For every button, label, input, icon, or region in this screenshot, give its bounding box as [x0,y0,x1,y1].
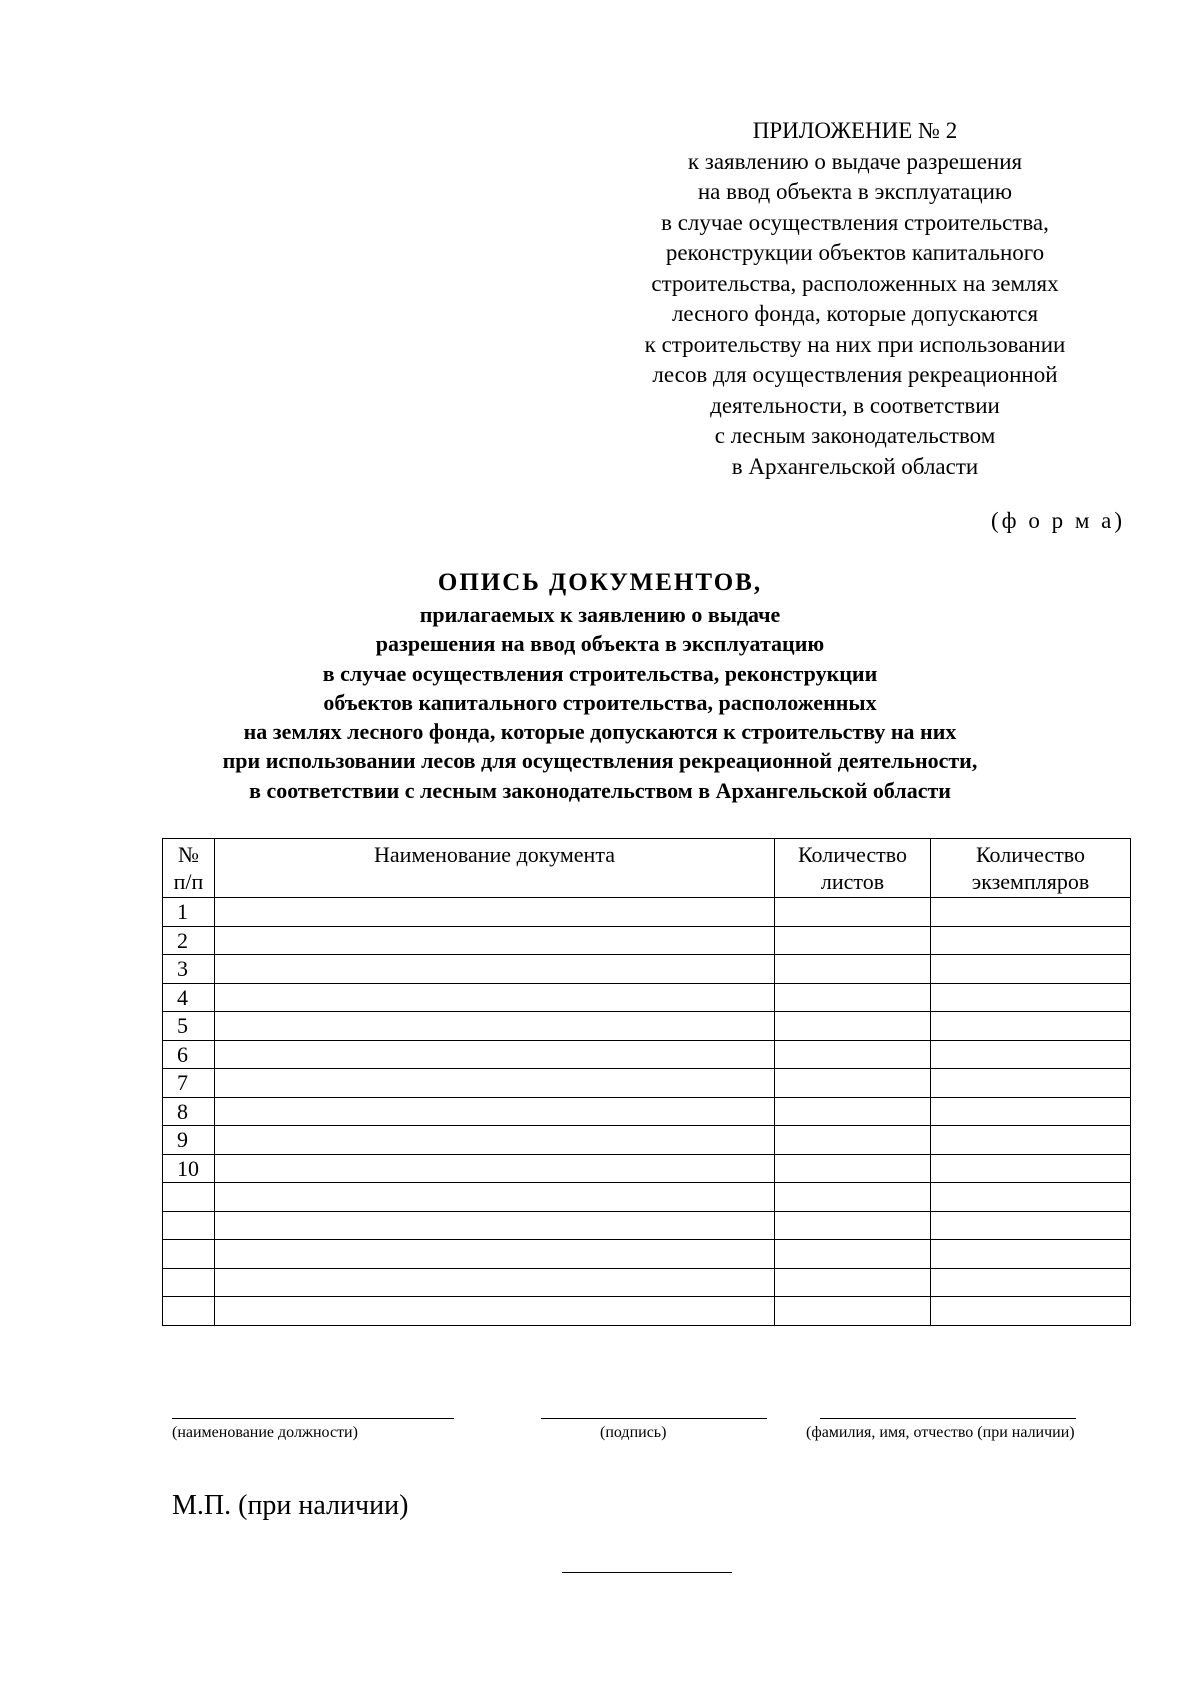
appendix-line: строительства, расположенных на землях [651,270,1059,296]
document-name-cell [215,1211,775,1240]
name-signature-line [820,1418,1076,1419]
appendix-line: в Архангельской области [731,453,979,479]
row-number-cell: 10 [163,1154,215,1183]
appendix-line: на ввод объекта в эксплуатацию [697,179,1013,204]
header-sheet-count: Количество листов [775,839,931,898]
document-name-cell [215,983,775,1012]
signature-line [541,1418,767,1419]
appendix-line: лесного фонда, которые допускаются [671,301,1039,326]
copy-count-cell [931,1297,1131,1326]
document-name-cell [215,926,775,955]
table-row [163,1240,1131,1269]
sheet-count-cell [775,1126,931,1155]
table-row [163,1183,1131,1212]
document-name-cell [215,1012,775,1041]
document-title [0,566,1200,805]
title-line: при использовании лесов для осуществления рекреационной деятельности, [222,748,978,774]
document-name-cell [215,955,775,984]
title-line: прилагаемых к заявлению о выдаче [419,602,781,627]
appendix-line: к заявлению о выдаче разрешения [687,148,1023,174]
copy-count-cell [931,1069,1131,1098]
copy-count-cell [931,1012,1131,1041]
row-number-cell: 6 [163,1040,215,1069]
row-number-cell [163,1297,215,1326]
sheet-count-cell [775,983,931,1012]
table-row [163,983,1131,1012]
document-name-cell [215,1297,775,1326]
title-line: разрешения на ввод объекта в эксплуатацию [375,631,825,657]
sheet-count-cell [775,1268,931,1297]
row-number-cell: 9 [163,1126,215,1155]
sheet-count-cell [775,1097,931,1126]
document-name-cell [215,1126,775,1155]
sheet-count-cell [775,1154,931,1183]
form-label: (ф о р м а) [991,508,1125,533]
table-row [163,1211,1131,1240]
sheet-count-cell [775,1069,931,1098]
copy-count-cell [931,898,1131,927]
copy-count-cell [931,1183,1131,1212]
appendix-line: в случае осуществления строительства, [661,209,1049,235]
row-number-cell [163,1240,215,1269]
table-row [163,898,1131,927]
sheet-count-cell [775,1012,931,1041]
header-document-name: Наименование документа [215,839,775,898]
row-number-cell [163,1211,215,1240]
title-main: ОПИСЬ ДОКУМЕНТОВ, [437,569,763,596]
document-name-cell [215,1268,775,1297]
row-number-cell: 7 [163,1069,215,1098]
copy-count-cell [931,983,1131,1012]
appendix-header [620,116,1090,482]
appendix-line: реконструкции объектов капитального [665,240,1045,265]
table-row [163,1097,1131,1126]
table-row [163,1126,1131,1155]
document-name-cell [215,1154,775,1183]
end-divider [562,1572,732,1573]
signature-label: (подпись) [600,1424,667,1441]
table-row [163,1297,1131,1326]
title-line: в соответствии с лесным законодательством в Архангельской области [249,777,951,803]
table-header-row [163,839,1131,898]
copy-count-cell [931,1154,1131,1183]
sheet-count-cell [775,1211,931,1240]
title-line: в случае осуществления строительства, реконструкции [322,660,878,686]
title-line: на землях лесного фонда, которые допускаются к строительству на них [243,719,957,745]
sheet-count-cell [775,955,931,984]
copy-count-cell [931,1268,1131,1297]
sheet-count-cell [775,1240,931,1269]
row-number-cell: 1 [163,898,215,927]
copy-count-cell [931,955,1131,984]
sheet-count-cell [775,1297,931,1326]
table-row [163,1040,1131,1069]
copy-count-cell [931,1040,1131,1069]
position-label: (наименование должности) [172,1424,358,1441]
copy-count-cell [931,1211,1131,1240]
title-line: объектов капитального строительства, расположенных [323,689,877,715]
row-number-cell [163,1268,215,1297]
table-row [163,1012,1131,1041]
table-row [163,1069,1131,1098]
document-name-cell [215,1040,775,1069]
header-copy-count: Количество экземпляров [931,839,1131,898]
row-number-cell: 3 [163,955,215,984]
appendix-line: с лесным законодательством [714,423,996,448]
document-name-cell [215,1240,775,1269]
row-number-cell: 4 [163,983,215,1012]
sheet-count-cell [775,1183,931,1212]
header-number: № п/п [163,839,215,898]
copy-count-cell [931,1126,1131,1155]
sheet-count-cell [775,898,931,927]
appendix-line: деятельности, в соответствии [710,392,1000,418]
documents-table [162,838,1131,1326]
row-number-cell: 5 [163,1012,215,1041]
sheet-count-cell [775,1040,931,1069]
name-label: (фамилия, имя, отчество (при наличии) [806,1424,1075,1441]
table-row [163,1154,1131,1183]
row-number-cell: 2 [163,926,215,955]
sheet-count-cell [775,926,931,955]
document-name-cell [215,1069,775,1098]
appendix-line: ПРИЛОЖЕНИЕ № 2 [752,118,958,143]
table-body [163,898,1131,1326]
document-name-cell [215,1097,775,1126]
copy-count-cell [931,1240,1131,1269]
seal-label: М.П. (при наличии) [172,1490,409,1521]
appendix-line: к строительству на них при использовании [644,331,1066,357]
copy-count-cell [931,1097,1131,1126]
position-signature-line [172,1418,454,1419]
table-row [163,955,1131,984]
row-number-cell: 8 [163,1097,215,1126]
row-number-cell [163,1183,215,1212]
document-name-cell [215,1183,775,1212]
table-row [163,1268,1131,1297]
appendix-line: лесов для осуществления рекреационной [652,362,1058,387]
copy-count-cell [931,926,1131,955]
table-row [163,926,1131,955]
document-name-cell [215,898,775,927]
